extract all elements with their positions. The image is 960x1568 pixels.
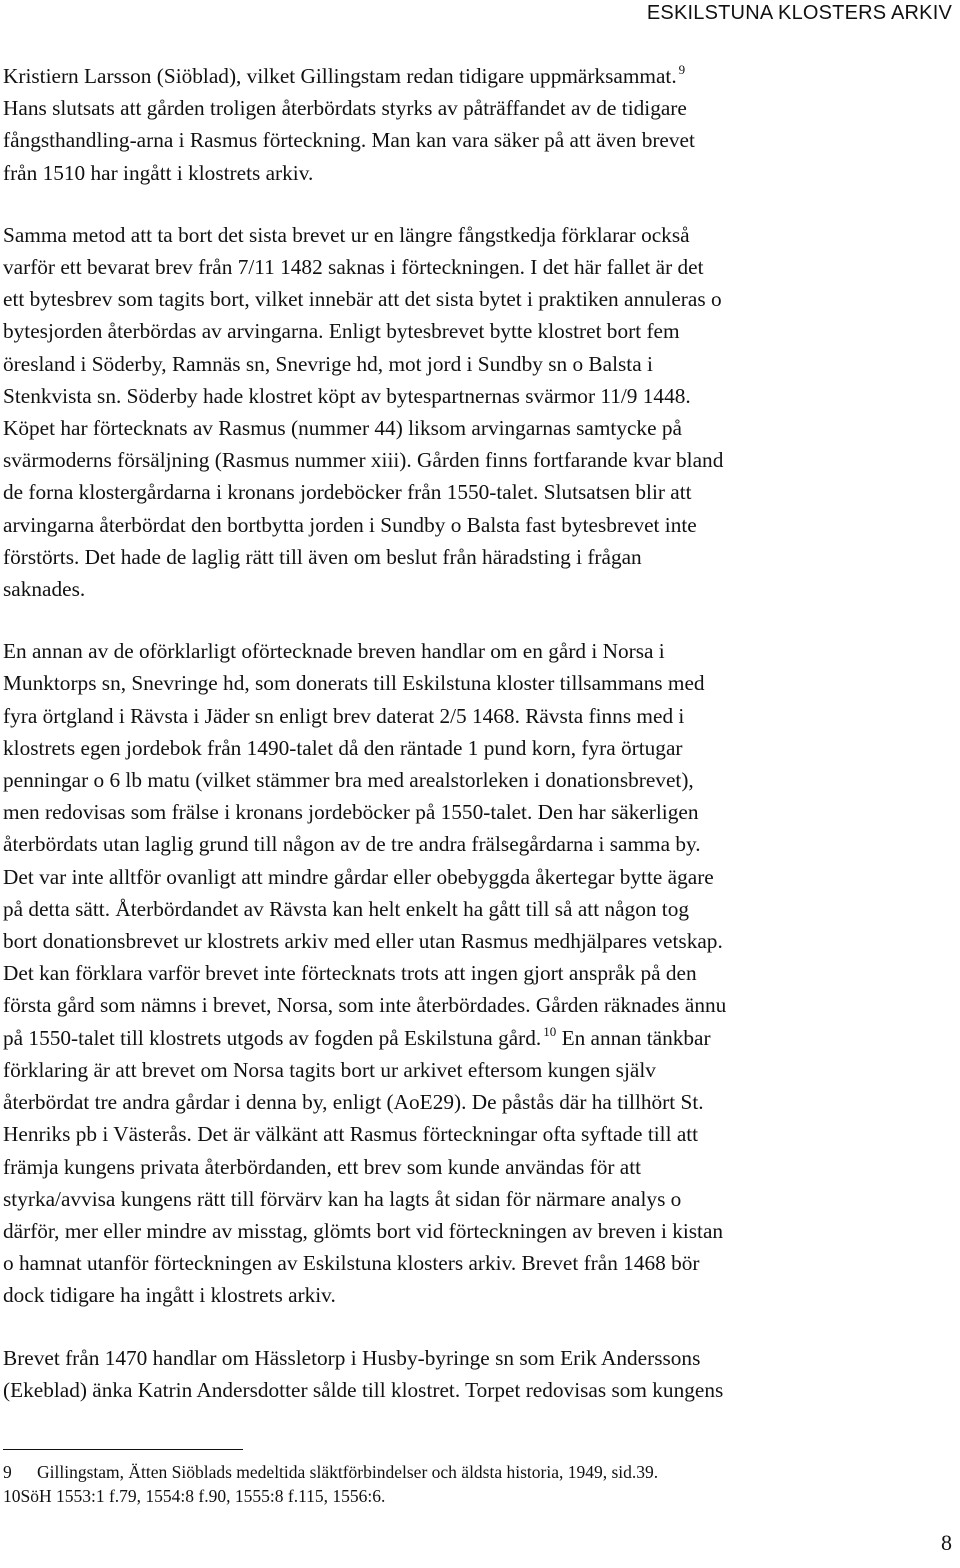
line-text: Hans slutsats att gården troligen återbördats styrks av påträffandet av de tidigare xyxy=(3,96,687,121)
footnote-reference[interactable]: 10 xyxy=(543,1023,557,1039)
line-text: därför, mer eller mindre av misstag, glömts bort vid förteckningen av breven i kistan xyxy=(3,1218,724,1243)
paragraph xyxy=(3,1342,957,1406)
footnotes xyxy=(3,1460,957,1508)
text-line xyxy=(3,893,957,925)
paragraph xyxy=(3,60,957,189)
footnote-text: 10SöH 1553:1 f.79, 1554:8 f.90, 1555:8 f.115, 1556:6. xyxy=(3,1486,386,1506)
text-line xyxy=(3,283,957,315)
text-line xyxy=(3,219,957,251)
line-text: En annan av de oförklarligt oförtecknade breven handlar om en gård i Norsa i xyxy=(3,639,665,664)
line-text: styrka/avvisa kungens rätt till förvärv kan ha lagts åt sidan för närmare analys o xyxy=(3,1186,682,1211)
line-text: saknades. xyxy=(3,577,86,602)
text-line xyxy=(3,1247,957,1279)
line-text: Det kan förklara varför brevet inte förtecknats trots att ingen gjort anspråk på den xyxy=(3,961,697,986)
line-text: fångsthandling-arna i Rasmus förteckning. Man kan vara säker på att även brevet xyxy=(3,128,695,153)
text-line xyxy=(3,1151,957,1183)
line-text: från 1510 har ingått i klostrets arkiv. xyxy=(3,160,314,185)
text-line xyxy=(3,1374,957,1406)
text-line xyxy=(3,1022,957,1054)
text-line xyxy=(3,957,957,989)
text-line xyxy=(3,1183,957,1215)
line-text: fyra örtgland i Rävsta i Jäder sn enligt brev daterat 2/5 1468. Rävsta finns med i xyxy=(3,703,685,728)
text-line xyxy=(3,796,957,828)
line-text: på detta sätt. Återbördandet av Rävsta kan helt enkelt ha gått till så att någon tog xyxy=(3,896,690,921)
text-line xyxy=(3,315,957,347)
line-text: främja kungens privata återbördanden, ett brev som kunde användas för att xyxy=(3,1154,642,1179)
line-text-after-ref: En annan tänkbar xyxy=(556,1025,711,1050)
line-text: varför ett bevarat brev från 7/11 1482 saknas i förteckningen. I det här fallet är det xyxy=(3,255,704,280)
text-line xyxy=(3,1215,957,1247)
line-text: o hamnat utanför förteckningen av Eskilstuna klosters arkiv. Brevet från 1468 bör xyxy=(3,1251,700,1276)
line-text: Det var inte alltför ovanligt att mindre gårdar eller obebyggda åkertegar bytte ägare xyxy=(3,864,714,889)
text-line xyxy=(3,635,957,667)
footnote-text: Gillingstam, Ätten Siöblads medeltida släktförbindelser och äldsta historia, 1949, sid.39. xyxy=(37,1462,659,1482)
text-line xyxy=(3,925,957,957)
text-line xyxy=(3,251,957,283)
text-line xyxy=(3,861,957,893)
body-text xyxy=(3,60,957,1436)
line-text: penningar o 6 lb matu (vilket stämmer bra med arealstorleken i donationsbrevet), xyxy=(3,768,694,793)
running-header: ESKILSTUNA KLOSTERS ARKIV xyxy=(646,2,952,24)
text-line xyxy=(3,157,957,189)
line-text: (Ekeblad) änka Katrin Andersdotter sålde till klostret. Torpet redovisas som kungens xyxy=(3,1377,724,1402)
text-line xyxy=(3,764,957,796)
line-text: återbördat tre andra gårdar i denna by, enligt (AoE29). De påstås där ha tillhört St. xyxy=(3,1090,704,1115)
text-line xyxy=(3,989,957,1021)
text-line xyxy=(3,476,957,508)
text-line xyxy=(3,541,957,573)
line-text: men redovisas som frälse i kronans jordeböcker på 1550-talet. Den har säkerligen xyxy=(3,800,699,825)
text-line xyxy=(3,412,957,444)
text-line xyxy=(3,92,957,124)
text-line xyxy=(3,1279,957,1311)
line-text: svärmoderns försäljning (Rasmus nummer xiii). Gården finns fortfarande kvar bland xyxy=(3,448,724,473)
line-text: ett bytesbrev som tagits bort, vilket innebär att det sista bytet i praktiken annuleras o xyxy=(3,287,722,312)
line-text: bytesjorden återbördas av arvingarna. Enligt bytesbrevet bytte klostret bort fem xyxy=(3,319,680,344)
line-text: bort donationsbrevet ur klostrets arkiv med eller utan Rasmus medhjälpares vetskap. xyxy=(3,929,723,954)
line-text: första gård som nämns i brevet, Norsa, som inte återbördades. Gården räknades ännu xyxy=(3,993,727,1018)
line-text: klostrets egen jordebok från 1490-talet då den räntade 1 pund korn, fyra örtugar xyxy=(3,735,683,760)
text-line xyxy=(3,124,957,156)
text-line xyxy=(3,509,957,541)
text-line xyxy=(3,828,957,860)
text-line xyxy=(3,1054,957,1086)
line-text: på 1550-talet till klostrets utgods av fogden på Eskilstuna gård. xyxy=(3,1025,542,1050)
footnote-number: 9 xyxy=(3,1462,12,1482)
line-text: Stenkvista sn. Söderby hade klostret köpt av bytespartnernas svärmor 11/9 1448. xyxy=(3,383,691,408)
line-text: förstörts. Det hade de laglig rätt till även om beslut från häradsting i frågan xyxy=(3,544,642,569)
line-text: dock tidigare ha ingått i klostrets arkiv. xyxy=(3,1283,336,1308)
line-text: Munktorps sn, Snevringe hd, som donerats till Eskilstuna kloster tillsammans med xyxy=(3,671,705,696)
line-text: arvingarna återbördat den bortbytta jorden i Sundby o Balsta fast bytesbrevet inte xyxy=(3,512,697,537)
footnote xyxy=(3,1460,957,1484)
text-line xyxy=(3,1086,957,1118)
line-text: återbördats utan laglig grund till någon av de tre andra frälsegårdarna i samma by. xyxy=(3,832,701,857)
text-line xyxy=(3,348,957,380)
line-text: förklaring är att brevet om Norsa tagits bort ur arkivet eftersom kungen själv xyxy=(3,1057,656,1082)
text-line xyxy=(3,700,957,732)
page-number: 8 xyxy=(941,1530,952,1555)
text-line xyxy=(3,667,957,699)
line-text: Henriks pb i Västerås. Det är välkänt att Rasmus förteckningar ofta syftade till att xyxy=(3,1122,699,1147)
footnote xyxy=(3,1484,957,1508)
text-line xyxy=(3,732,957,764)
line-text: Köpet har förtecknats av Rasmus (nummer 44) liksom arvingarnas samtycke på xyxy=(3,416,682,441)
paragraph xyxy=(3,219,957,605)
text-line xyxy=(3,60,957,92)
text-line xyxy=(3,444,957,476)
line-text: öresland i Söderby, Ramnäs sn, Snevrige hd, mot jord i Sundby sn o Balsta i xyxy=(3,351,653,376)
text-line xyxy=(3,573,957,605)
line-text: Samma metod att ta bort det sista brevet ur en längre fångstkedja förklarar också xyxy=(3,222,690,247)
text-line xyxy=(3,1118,957,1150)
footnote-reference[interactable]: 9 xyxy=(678,62,686,77)
paragraph xyxy=(3,635,957,1311)
text-line xyxy=(3,1342,957,1374)
footnote-divider xyxy=(3,1449,243,1450)
line-text: de forna klostergårdarna i kronans jordeböcker från 1550-talet. Slutsatsen blir att xyxy=(3,480,692,505)
text-line xyxy=(3,380,957,412)
line-text: Kristiern Larsson (Siöblad), vilket Gillingstam redan tidigare uppmärksammat. xyxy=(3,64,677,88)
line-text: Brevet från 1470 handlar om Hässletorp i Husby-byringe sn som Erik Anderssons xyxy=(3,1345,701,1370)
